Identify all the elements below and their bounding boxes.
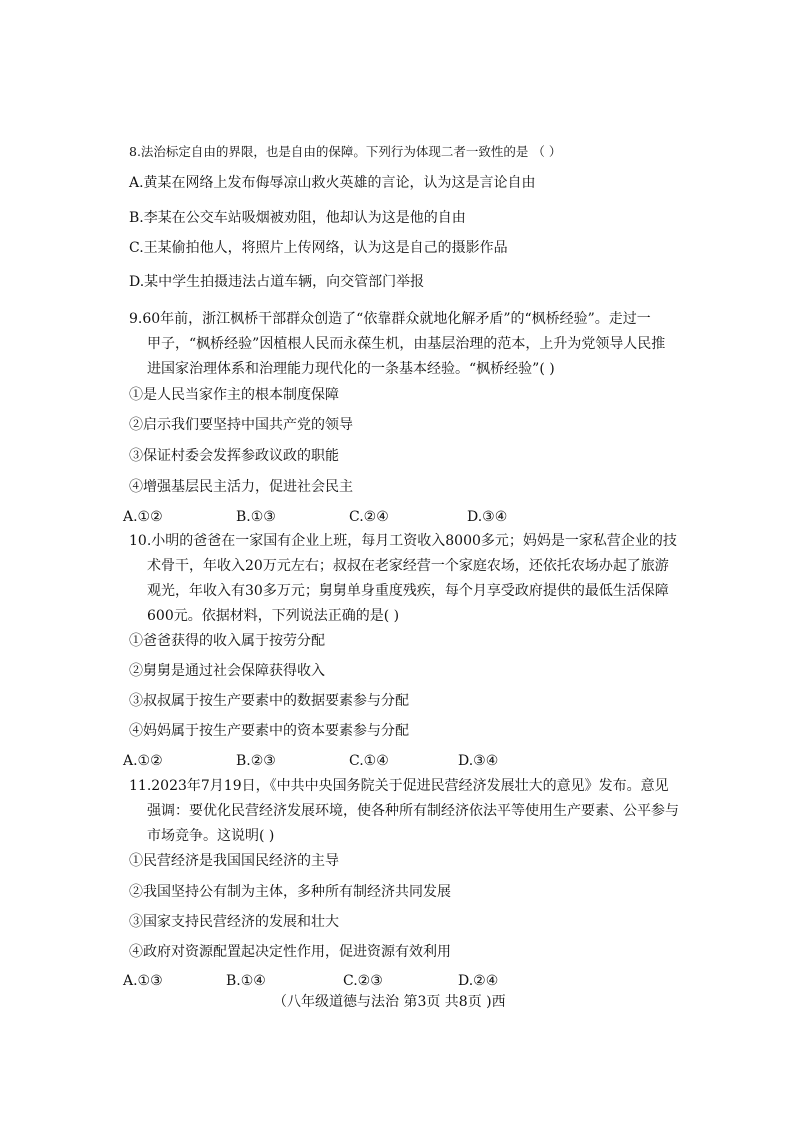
q9-statement-4: ④增强基层民主活力，促进社会民主 (129, 479, 353, 495)
q11-stem-line-2: 强调：要优化民营经济发展环境，使各种所有制经济依法平等使用生产要素、公平参与 (147, 803, 679, 819)
q10-choice-a: A.①② (123, 753, 163, 769)
q9-stem-line-1: 9.60年前，浙江枫桥干部群众创造了“依靠群众就地化解矛盾”的“枫桥经验”。走过一 (129, 311, 651, 327)
q9-stem-line-2: 甲子，“枫桥经验”因植根人民而永葆生机，由基层治理的范本，上升为党领导人民推 (147, 336, 666, 352)
q9-statement-3: ③保证村委会发挥参政议政的职能 (129, 448, 339, 464)
q9-choice-d: D.③④ (467, 509, 508, 525)
q11-statement-3: ③国家支持民营经济的发展和壮大 (129, 914, 339, 930)
q9-choice-a: A.①② (123, 509, 163, 525)
q10-choice-c: C.①④ (349, 753, 389, 769)
q11-choices (123, 972, 543, 990)
q8-option-b: B.李某在公交车站吸烟被劝阻，他却认为这是他的自由 (129, 210, 466, 226)
q11-choice-b: B.①④ (226, 973, 266, 989)
q8-stem: 8.法治标定自由的界限，也是自由的保障。下列行为体现二者一致性的是 （ ） (129, 144, 562, 159)
q11-stem-line-1: 11.2023年7月19日，《中共中央国务院关于促进民营经济发展壮大的意见》发布。意见 (129, 778, 669, 794)
q10-statement-4: ④妈妈属于按生产要素中的资本要素参与分配 (129, 723, 409, 739)
q11-statement-2: ②我国坚持公有制为主体，多种所有制经济共同发展 (129, 884, 451, 900)
q11-statement-1: ①民营经济是我国国民经济的主导 (129, 853, 339, 869)
q10-stem-line-3: 观光，年收入有30多万元；舅舅单身重度残疾，每个月享受政府提供的最低生活保障 (147, 583, 669, 599)
q11-choice-d: D.②④ (458, 973, 499, 989)
q10-statement-2: ②舅舅是通过社会保障获得收入 (129, 663, 325, 679)
q10-stem-line-2: 术骨干，年收入20万元左右；叔叔在老家经营一个家庭农场，还依托农场办起了旅游 (147, 558, 669, 574)
q10-stem-line-1: 10.小明的爸爸在一家国有企业上班，每月工资收入8000多元；妈妈是一家私营企业的技 (129, 533, 677, 549)
q9-choices (123, 508, 523, 526)
q11-choice-a: A.①③ (123, 973, 163, 989)
q8-option-d: D.某中学生拍摄违法占道车辆，向交管部门举报 (129, 274, 425, 290)
q9-statement-2: ②启示我们要坚持中国共产党的领导 (129, 417, 353, 433)
q10-statement-1: ①爸爸获得的收入属于按劳分配 (129, 633, 325, 649)
page-footer: （八年级道德与法治 第3页 共8页 )西 (273, 994, 506, 1010)
q9-stem-line-3: 进国家治理体系和治理能力现代化的一条基本经验。“枫桥经验”( ) (147, 361, 555, 377)
q10-choice-b: B.②③ (236, 753, 276, 769)
q9-choice-c: C.②④ (349, 509, 389, 525)
q10-stem-line-4: 600元。依据材料，下列说法正确的是( ) (147, 608, 400, 624)
q8-option-c: C.王某偷拍他人，将照片上传网络，认为这是自己的摄影作品 (129, 240, 508, 256)
q11-stem-line-3: 市场竞争。这说明( ) (147, 828, 275, 844)
q9-statement-1: ①是人民当家作主的根本制度保障 (129, 387, 339, 403)
q11-statement-4: ④政府对资源配置起决定性作用，促进资源有效利用 (129, 944, 451, 960)
q10-choice-d: D.③④ (458, 753, 499, 769)
q9-choice-b: B.①③ (236, 509, 276, 525)
q11-choice-c: C.②③ (343, 973, 383, 989)
q10-choices (123, 752, 543, 770)
q10-statement-3: ③叔叔属于按生产要素中的数据要素参与分配 (129, 693, 409, 709)
q8-option-a: A.黄某在网络上发布侮辱凉山救火英雄的言论，认为这是言论自由 (129, 175, 536, 191)
